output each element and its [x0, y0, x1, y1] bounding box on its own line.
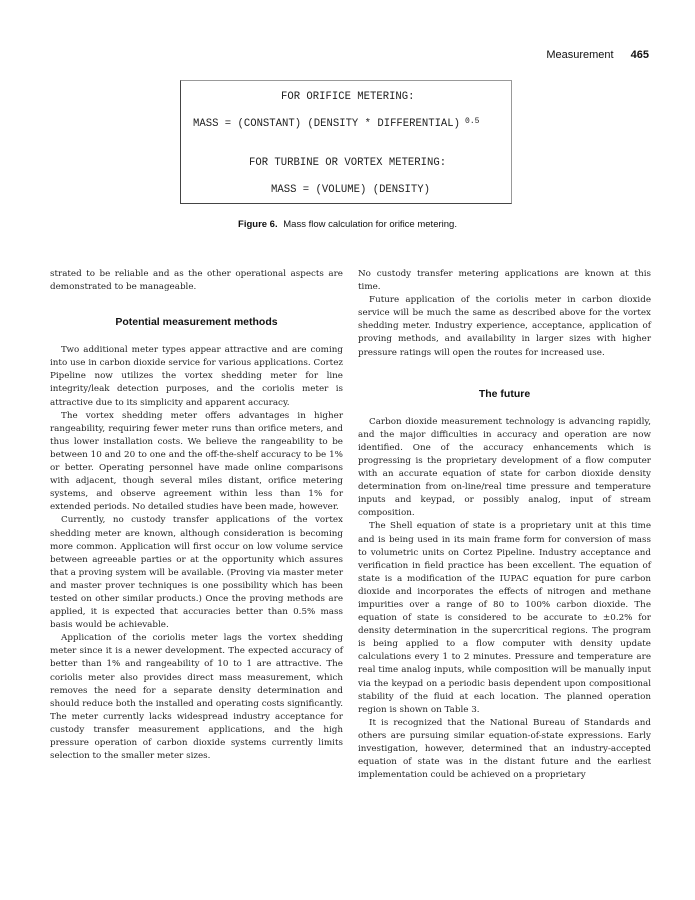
paragraph: Future application of the coriolis meter in carbon dioxide service will be much the same as described above for the vortex shedding meter. Industry experience, acceptance, application of proving methods, and availability in larger sizes with higher pressure ratings will open the routes for increased use. [358, 295, 651, 358]
running-head-section: Measurement [546, 49, 614, 61]
paragraph: No custody transfer metering applications are known at this time. [358, 269, 651, 293]
turbine-vortex-heading: FOR TURBINE OR VORTEX METERING: [249, 157, 447, 169]
paragraph: Application of the coriolis meter lags the vortex shedding meter since it is a newer development. The expected accuracy of better than 1% and rangeability of 10 to 1 are attractive. The coriolis meter also provides direct mass measurement, which removes the need for a separate density determination and should reduce both the installed and operating costs significantly. The meter currently lacks widespread industry acceptance for custody transfer measurement applications, and the high pressure operation of carbon dioxide systems currently limits selection to the smaller meter sizes. [50, 633, 343, 762]
section-heading-the-future: The future [478, 387, 531, 400]
paragraph: It is recognized that the National Bureau of Standards and others are pursuing similar equation-of-state expressions. Early investigation, however, determined that an industry-accepted equation of state was in the distant future and the earliest implementation could be achieved on a proprietary [358, 717, 651, 781]
running-head [546, 49, 649, 61]
turbine-vortex-formula: MASS = (VOLUME) (DENSITY) [271, 184, 430, 196]
paragraph: Two additional meter types appear attractive and are coming into use in carbon dioxide service for various applications. Cortez Pipeline now utilizes the vortex shedding meter for line integrity/leak detection purposes, and the coriolis meter is attractive due to its simplicity and apparent accuracy. [50, 345, 343, 408]
figure-caption [0, 219, 695, 230]
left-column [50, 268, 343, 763]
orifice-formula [193, 118, 479, 130]
figure-label: Figure 6. [238, 219, 278, 230]
figure-6-box [180, 80, 512, 204]
orifice-formula-text: MASS = (CONSTANT) (DENSITY * DIFFERENTIAL) [193, 118, 461, 130]
paragraph: Carbon dioxide measurement technology is advancing rapidly, and the major difficulties in accuracy and operation are now identified. One of the accuracy enhancements which is progressing is the proprietary development of a flow computer with an accurate equation of state for carbon dioxide density determination from on-line/real time pressure and temperature inputs and keypad, or possibly analog, input of stream composition. [358, 416, 651, 519]
section-heading-potential-methods: Potential measurement methods [115, 316, 278, 329]
paragraph: The vortex shedding meter offers advantages in higher rangeability, requiring fewer meter runs than orifice meters, and thus lower installation costs. We believe the rangeability to be between 10 and 20 to one and the off-the-shelf accuracy to be 1% or better. Operating personnel have made online comparisons with adjacent, though several miles distant, orifice metering systems, and observe agreement within less than 1% for extended periods. No detailed studies have been made, however. [50, 410, 343, 513]
paragraph: The Shell equation of state is a proprietary unit at this time and is being used in its main frame form for conversion of mass to volumetric units on Cortez Pipeline. Industry acceptance and verification in field practice has been excellent. The equation of state is a modification of the IUPAC equation for pure carbon dioxide and incorporates the effects of nitrogen and methane impurities over a range of 80 to 100% carbon dioxide. The equation of state is considered to be accurate to ±0.2% for density determination in the supercritical regions. The program is being applied to a flow computer with density update calculations every 1 to 2 minutes. Pressure and temperature are real time analog inputs, while composition will be manually input via the keypad on a periodic basis dependent upon compositional stability of the fluid at each location. The planned operation region is shown on Table 3. [358, 521, 651, 715]
right-column [358, 268, 651, 782]
paragraph: Currently, no custody transfer applications of the vortex shedding meter are known, although consideration is becoming more common. Application will first occur on low volume service between agreeable parties or at the opportunity which assures that a proving system will be available. (Proving via master meter and master prover techniques is one possibility which has been tested on other similar products.) Once the proving methods are applied, it is expected that accuracies better than 0.5% mass basis would be achievable. [50, 515, 343, 631]
figure-caption-text: Mass flow calculation for orifice metering. [283, 219, 457, 230]
paragraph: strated to be reliable and as the other operational aspects are demonstrated to be manageable. [50, 269, 343, 293]
orifice-heading: FOR ORIFICE METERING: [281, 91, 415, 103]
page-number: 465 [630, 49, 649, 61]
formula-exponent: 0.5 [465, 117, 480, 126]
